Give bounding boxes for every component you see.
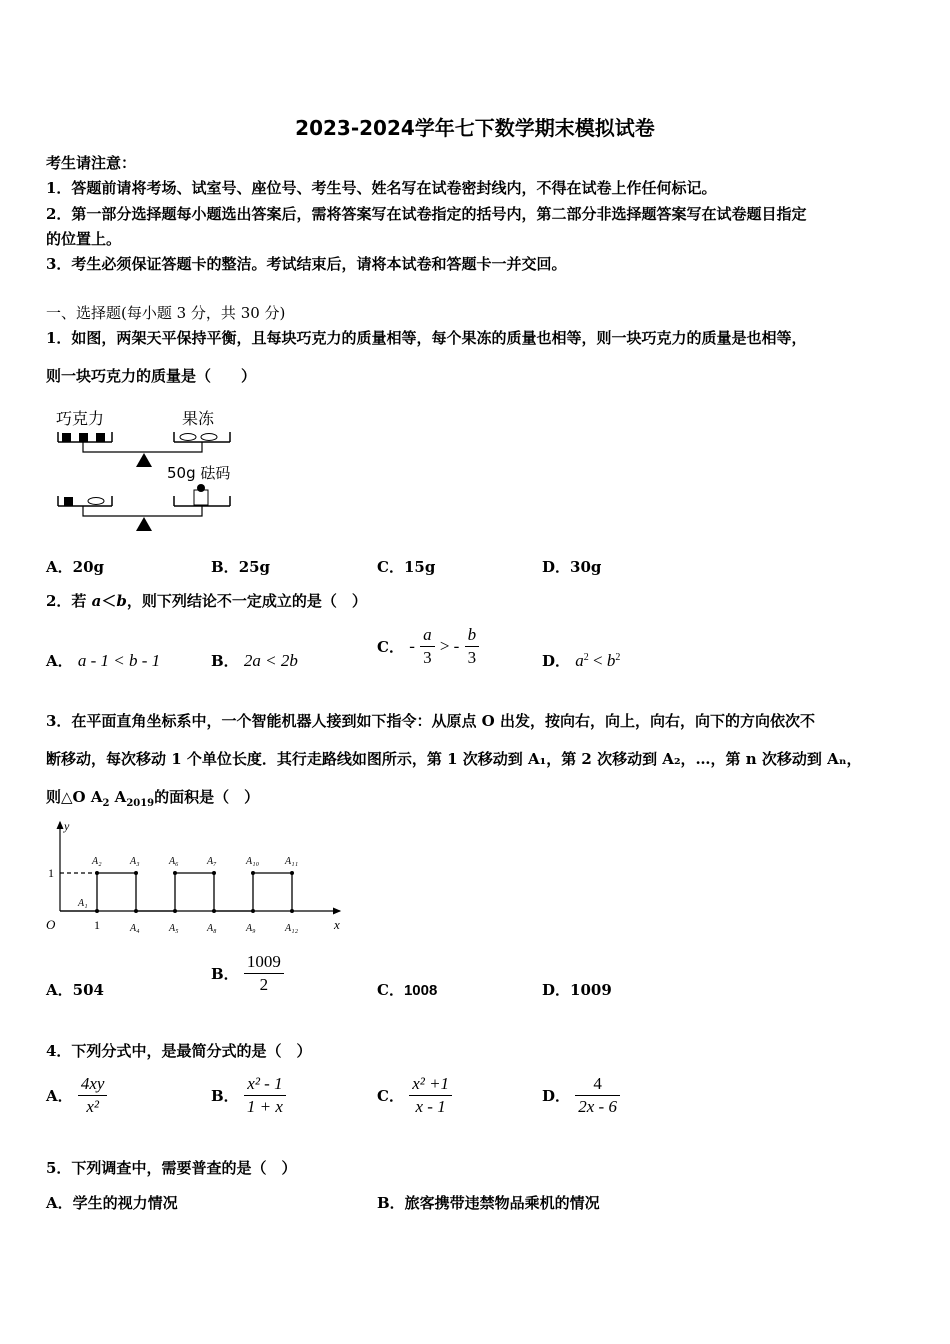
q2-option-a[interactable]: A． a - 1 < b - 1 — [46, 651, 161, 670]
q4-option-d[interactable]: D． $\frac{4}{2x - 6}$ — [542, 1074, 620, 1117]
q3-option-d[interactable]: D．1009 — [542, 981, 612, 999]
q1-option-a[interactable]: A．20g — [46, 558, 105, 576]
svg-text:x: x — [334, 917, 340, 932]
q5-option-b[interactable]: B．旅客携带违禁物品乘机的情况 — [377, 1194, 600, 1212]
svg-text:A₂: A₂ — [92, 856, 102, 867]
svg-text:A₅: A₅ — [169, 923, 179, 934]
q3-stem-line3: 则△O $A_2$ $A_{2019}$的面积是（ ） — [46, 788, 260, 809]
q3-option-b[interactable]: B． $\frac{1009}{2}$ — [211, 952, 284, 995]
fulcrum — [136, 453, 152, 467]
q2-option-d[interactable]: D． $a^2 < b^2$ — [542, 651, 621, 670]
svg-text:O: O — [46, 917, 56, 932]
chocolate-block — [79, 433, 88, 442]
svg-text:A₁₂: A₁₂ — [285, 923, 299, 934]
label-jelly: 果冻 — [182, 409, 215, 428]
svg-text:1: 1 — [48, 866, 54, 880]
chocolate-block — [62, 433, 71, 442]
q3-stem-line1: 3．在平面直角坐标系中，一个智能机器人接到如下指令：从原点 O 出发，按向右，向上，向右，向下的方向依次不 — [46, 712, 815, 730]
notice-heading: 考生请注意： — [46, 154, 137, 172]
svg-text:A₃: A₃ — [130, 856, 140, 867]
svg-text:1: 1 — [94, 918, 100, 932]
q4-stem: 4．下列分式中，是最简分式的是（ ） — [46, 1042, 312, 1060]
q4-option-c[interactable]: C． $\frac{\text{x² +1}}{x - 1}$ — [377, 1074, 452, 1117]
q5-option-a[interactable]: A．学生的视力情况 — [46, 1194, 178, 1212]
q3-path-figure — [40, 818, 350, 938]
q3-stem-line2: 断移动，每次移动 1 个单位长度．其行走路线如图所示，第 1 次移动到 A₁，第 2 次移动到 A₂，…，第 n 次移动到 Aₙ， — [46, 750, 862, 768]
jelly-item — [180, 434, 196, 441]
q4-option-a[interactable]: A． $\frac{4xy}{\text{x²}}$ — [46, 1074, 107, 1117]
svg-text:y: y — [64, 819, 70, 833]
q2-stem: 2．若 a＜b，则下列结论不一定成立的是（ ） — [46, 592, 367, 610]
fulcrum — [136, 517, 152, 531]
q3-option-c[interactable]: C．1008 — [377, 981, 438, 999]
svg-text:A₆: A₆ — [169, 856, 179, 867]
notice-item-2: 2．第一部分选择题每小题选出答案后，需将答案写在试卷指定的括号内，第二部分非选择题答案写在试卷题目指定 — [46, 205, 807, 223]
svg-text:A₈: A₈ — [207, 923, 217, 934]
notice-item-3: 3．考生必须保证答题卡的整洁。考试结束后，请将本试卷和答题卡一并交回。 — [46, 255, 567, 273]
notice-item-1: 1．答题前请将考场、试室号、座位号、考生号、姓名写在试卷密封线内，不得在试卷上作任何标记。 — [46, 179, 717, 197]
svg-text:A₁₁: A₁₁ — [285, 856, 299, 867]
svg-text:A₁: A₁ — [78, 898, 88, 909]
svg-text:A₇: A₇ — [207, 856, 217, 867]
jelly-item — [201, 434, 217, 441]
q3-option-a[interactable]: A．504 — [46, 981, 104, 999]
svg-text:A₉: A₉ — [246, 923, 256, 934]
notice-item-2-cont: 的位置上。 — [46, 230, 122, 248]
chocolate-block — [64, 497, 73, 506]
q1-balance-figure — [50, 402, 250, 537]
q2-option-c[interactable]: C． - $\frac{a}{3}$ > - $\frac{b}{3}$ — [377, 625, 479, 668]
q1-stem-line2: 则一块巧克力的质量是（ ） — [46, 367, 257, 385]
jelly-item — [88, 498, 104, 505]
q2-option-b[interactable]: B． 2a < 2b — [211, 651, 298, 670]
q1-option-b[interactable]: B．25g — [211, 558, 271, 576]
q5-stem: 5．下列调查中，需要普查的是（ ） — [46, 1159, 297, 1177]
svg-text:A₄: A₄ — [130, 923, 140, 934]
page-title: 2023-2024学年七下数学期末模拟试卷 — [295, 116, 655, 140]
svg-text:A₁₀: A₁₀ — [246, 856, 260, 867]
label-chocolate: 巧克力 — [56, 409, 105, 428]
robot-path — [60, 873, 292, 911]
weight-block — [194, 490, 208, 505]
label-weight: 50g 砝码 — [167, 464, 231, 482]
q1-option-d[interactable]: D．30g — [542, 558, 602, 576]
section-heading: 一、选择题(每小题 3 分，共 30 分) — [46, 304, 286, 322]
chocolate-block — [96, 433, 105, 442]
q1-option-c[interactable]: C．15g — [377, 558, 436, 576]
q4-option-b[interactable]: B． $\frac{\text{x² - 1}}{1 + x}$ — [211, 1074, 286, 1117]
q1-stem-line1: 1．如图，两架天平保持平衡，且每块巧克力的质量相等，每个果冻的质量也相等，则一块巧克力的质量是也相等， — [46, 329, 807, 347]
